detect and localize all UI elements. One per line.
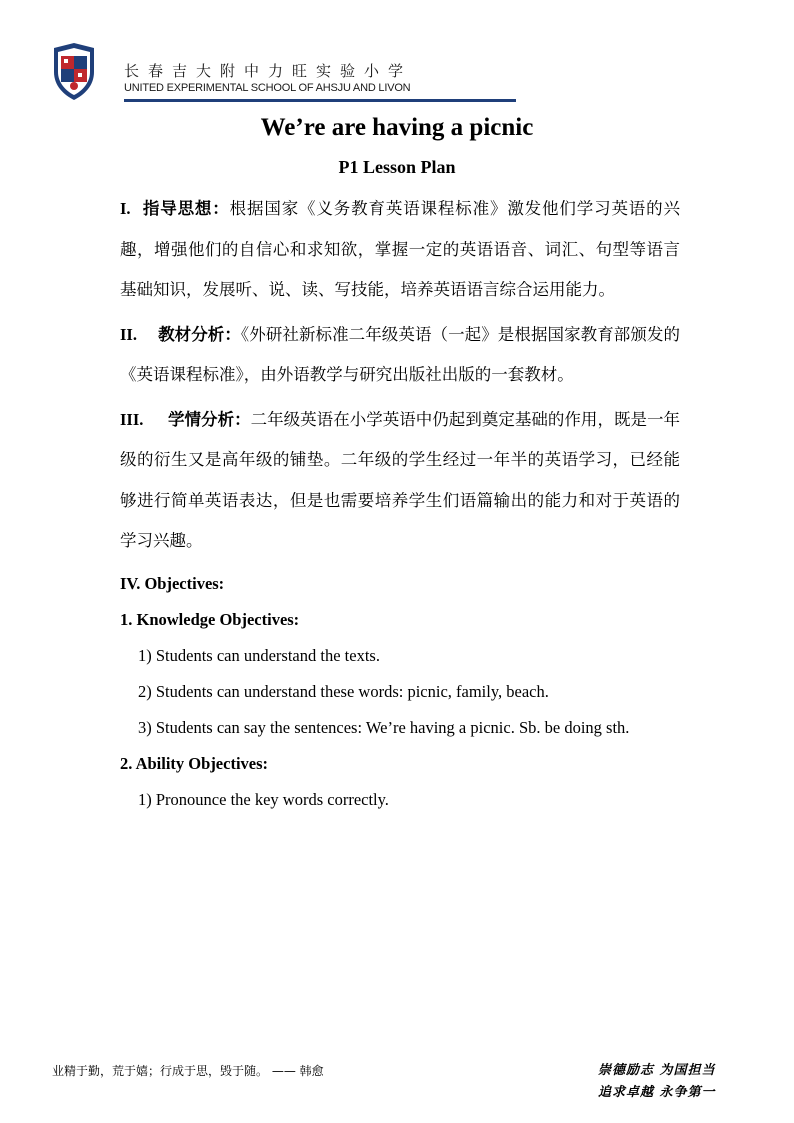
objectives-heading: IV. Objectives: <box>120 573 225 593</box>
knowledge-objectives-heading: 1. Knowledge Objectives: <box>120 609 300 629</box>
motto-line: 追求卓越 永争第一 <box>598 1085 716 1100</box>
footer-motto <box>598 1060 716 1104</box>
school-shield-logo <box>50 42 98 102</box>
section-guiding-thought <box>120 189 680 311</box>
letterhead <box>48 42 528 106</box>
school-name-en: UNITED EXPERIMENTAL SCHOOL OF AHSJU AND LIVON <box>124 82 411 94</box>
document-body <box>120 189 680 818</box>
section-number: II. <box>120 324 137 344</box>
section-number: III. <box>120 409 144 429</box>
section-text: 根据国家《义务教育英语课程标准》激发他们学习英语的兴趣，增强他们的自信心和求知欲，掌握一定的英语语音、词汇、句型等语言基础知识，发展听、说、读、写技能，培养英语语言综合运用能力。 <box>120 199 681 299</box>
section-heading: 学情分析： <box>168 409 251 429</box>
school-name-cn: 长春吉大附中力旺实验小学 <box>124 62 413 80</box>
section-heading: 指导思想： <box>142 199 230 218</box>
section-heading: 教材分析： <box>158 324 241 344</box>
motto-line: 崇德励志 为国担当 <box>598 1063 716 1078</box>
section-text: 《外研社新标准二年级英语（一起》是根据国家教育部颁发的《英语课程标准》，由外语教学与研究出版社出版的一套教材。 <box>120 324 680 384</box>
section-material-analysis <box>120 315 680 396</box>
section-text: 二年级英语在小学英语中仍起到奠定基础的作用，既是一年级的衍生又是高年级的铺垫。二年级的学生经过一年半的英语学习，已经能够进行简单英语表达，但是也需要培养学生们语篇输出的能力和对于英语的学习兴趣。 <box>120 409 681 550</box>
footer-quote: 业精于勤，荒于嬉；行成于思，毁于随。 —— 韩愈 <box>52 1064 324 1078</box>
list-item: 2) Students can understand these words: picnic, family, beach. <box>138 681 549 701</box>
list-item: 1) Pronounce the key words correctly. <box>138 789 389 809</box>
section-student-analysis <box>120 400 680 562</box>
document-subtitle: P1 Lesson Plan <box>338 157 456 177</box>
list-item: 1) Students can understand the texts. <box>138 645 380 665</box>
section-number: I. <box>120 199 131 218</box>
list-item: 3) Students can say the sentences: We’re having a picnic. Sb. be doing sth. <box>138 717 630 737</box>
ability-objectives-heading: 2. Ability Objectives: <box>120 753 269 773</box>
document-title: We’re are having a picnic <box>260 114 534 141</box>
header-rule <box>124 99 516 102</box>
